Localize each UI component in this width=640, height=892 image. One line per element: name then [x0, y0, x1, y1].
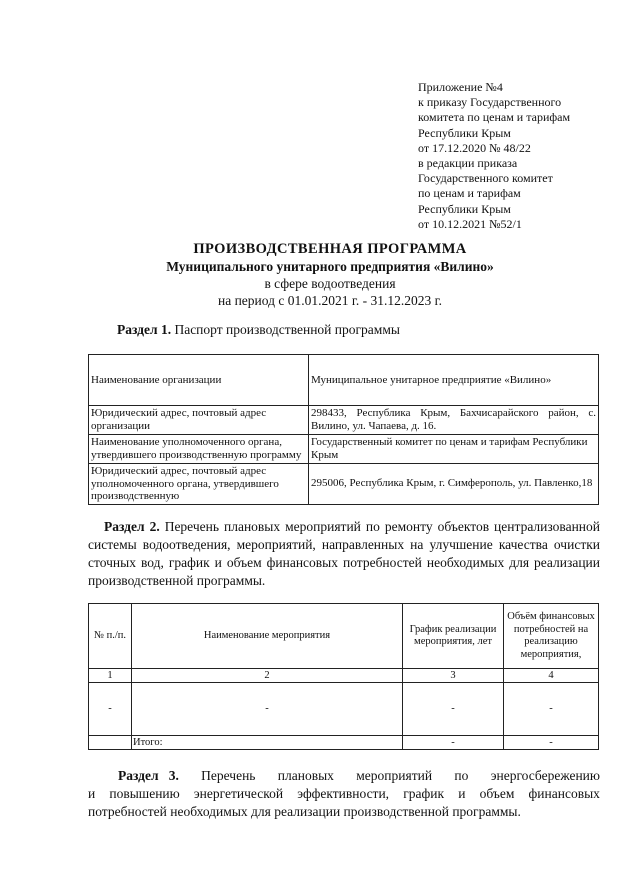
header-number: № п./п. — [89, 604, 132, 669]
section3-word: эффективности, — [297, 786, 390, 801]
table-cell: - — [403, 683, 504, 736]
passport-field-name: Юридический адрес, почтовый адрес организации — [89, 406, 309, 435]
appendix-line: комитета по ценам и тарифам — [418, 110, 571, 125]
table-row — [89, 669, 599, 683]
table-row — [89, 683, 599, 736]
section3-word: повышению — [109, 786, 180, 801]
title-sphere: в сфере водоотведения — [264, 276, 396, 291]
passport-field-name: Наименование уполномоченного органа, утвердившего производственную программу — [89, 435, 309, 464]
table-row — [89, 355, 599, 406]
header-schedule: График реализации мероприятия, лет — [403, 604, 504, 669]
table-total-row — [89, 736, 599, 750]
plan-table — [88, 603, 599, 750]
passport-field-name: Юридический адрес, почтовый адрес уполномоченного органа, утвердившего производственную — [89, 464, 309, 505]
passport-field-value: Государственный комитет по ценам и тарифам Республики Крым — [309, 435, 599, 464]
section3-label: Раздел — [118, 768, 159, 783]
section1-text: Паспорт производственной программы — [171, 322, 400, 337]
section3-line-1 — [88, 767, 600, 785]
section3-word: и — [88, 786, 96, 801]
appendix-line: Республики Крым — [418, 125, 511, 140]
appendix-line: по ценам и тарифам — [418, 186, 521, 201]
appendix-block — [418, 80, 618, 232]
appendix-line: Республики Крым — [418, 201, 511, 216]
column-number: 1 — [89, 669, 132, 683]
section3-word: финансовых — [528, 786, 600, 801]
document-title — [60, 241, 600, 309]
section3-word: мероприятий — [356, 768, 433, 783]
passport-field-value: 298433, Республика Крым, Бахчисарайского район, с. Вилино, ул. Чапаева, д. 16. — [309, 406, 599, 435]
total-schedule: - — [403, 736, 504, 750]
column-number: 3 — [403, 669, 504, 683]
section1-heading — [117, 322, 400, 338]
table-row — [89, 464, 599, 505]
appendix-line: Приложение №4 — [418, 80, 503, 94]
table-row — [89, 435, 599, 464]
section3-word: объем — [479, 786, 515, 801]
table-row — [89, 406, 599, 435]
column-number: 2 — [132, 669, 403, 683]
passport-field-name: Наименование организации — [89, 355, 309, 406]
column-number: 4 — [504, 669, 599, 683]
header-activity: Наименование мероприятия — [132, 604, 403, 669]
table-cell: - — [89, 683, 132, 736]
appendix-line: в редакции приказа — [418, 156, 518, 171]
section3-word: Перечень — [201, 768, 256, 783]
title-program: ПРОИЗВОДСТВЕННАЯ ПРОГРАММА — [193, 241, 467, 257]
section2-paragraph — [88, 518, 600, 590]
appendix-line: Государственного комитет — [418, 171, 553, 186]
passport-table — [88, 354, 599, 505]
section3-paragraph — [88, 767, 600, 821]
section2-label: Раздел 2. — [104, 519, 160, 534]
section3-word: и — [458, 786, 466, 801]
table-cell: - — [504, 683, 599, 736]
section1-label: Раздел 1. — [117, 322, 172, 337]
section2-text: Перечень плановых мероприятий по ремонту объектов централизованной системы водоотведения, мероприятий, направленных на улучшение качества очистки сточных вод, график и объем финансовых потребностей необходимых для реализации производственной программы. — [88, 519, 601, 588]
passport-field-value: 295006, Республика Крым, г. Симферополь, ул. Павленко,18 — [309, 464, 599, 505]
appendix-line: от 10.12.2021 №52/1 — [418, 216, 522, 231]
section3-word: плановых — [277, 768, 334, 783]
section3-word: энергосбережению — [490, 768, 600, 783]
passport-field-value: Муниципальное унитарное предприятие «Вилино» — [309, 355, 599, 406]
total-financing: - — [504, 736, 599, 750]
table-cell — [89, 736, 132, 750]
section3-word: по — [454, 768, 469, 783]
total-label: Итого: — [132, 736, 403, 750]
table-cell: - — [132, 683, 403, 736]
title-organization: Муниципального унитарного предприятия «Вилино» — [166, 259, 494, 274]
section3-line-2 — [88, 785, 600, 803]
appendix-line: от 17.12.2020 № 48/22 — [418, 140, 531, 155]
section3-line-3: потребностей необходимых для реализации производственной программы. — [88, 804, 521, 819]
section3-word: график — [403, 786, 445, 801]
title-period: на период с 01.01.2021 г. - 31.12.2023 г. — [217, 293, 443, 308]
appendix-line: к приказу Государственного — [418, 95, 562, 110]
section3-number: 3. — [168, 768, 179, 783]
section3-word: энергетической — [193, 786, 284, 801]
table-header-row — [89, 604, 599, 669]
header-financing: Объём финансовых потребностей на реализацию мероприятия, — [504, 604, 599, 669]
